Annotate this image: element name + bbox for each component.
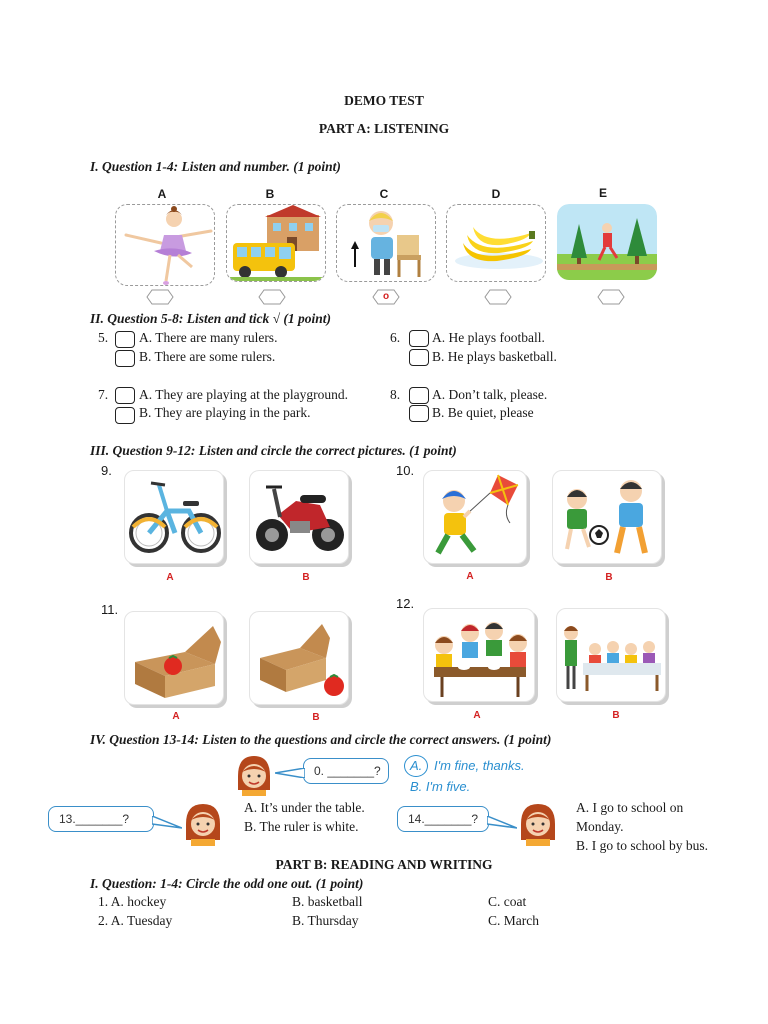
- option-7b: B. They are playing in the park.: [139, 405, 311, 420]
- example-bubble-tail: [275, 768, 305, 778]
- q12-label-b: B: [612, 710, 620, 721]
- option-8b: B. Be quiet, please: [432, 405, 534, 420]
- q13-option-a[interactable]: A. It’s under the table.: [244, 800, 365, 815]
- tick-box-5a[interactable]: [115, 331, 135, 348]
- part-b-section-1-heading: I. Question: 1-4: Circle the odd one out. (1 point): [90, 876, 364, 891]
- q12-option-a-children-at-table[interactable]: [423, 608, 535, 702]
- girl-avatar-example: [234, 754, 274, 796]
- q13-bubble-text: 13._______?: [59, 812, 130, 826]
- q11-option-a-tomato-in-box[interactable]: [124, 611, 224, 705]
- answer-box-c-example: [372, 289, 400, 305]
- example-answer-mark: o: [382, 291, 390, 302]
- q12-option-b-family-dinner[interactable]: [556, 608, 666, 702]
- tick-box-7a[interactable]: [115, 387, 135, 404]
- tick-box-8a[interactable]: [409, 387, 429, 404]
- tick-box-6b[interactable]: [409, 349, 429, 366]
- q9-option-b-motorbike[interactable]: [249, 470, 349, 564]
- picture-card-d-bananas: [446, 204, 546, 282]
- picture-card-a-ballerina: [115, 204, 215, 286]
- answer-box-a[interactable]: [146, 289, 174, 305]
- tick-box-7b[interactable]: [115, 407, 135, 424]
- picture-letter-b: B: [265, 187, 275, 201]
- picture-card-c-sick-girl: [336, 204, 436, 282]
- odd-one-out-2b[interactable]: B. Thursday: [292, 913, 359, 928]
- question-8-number: 8.: [390, 387, 401, 402]
- option-7a: A. They are playing at the playground.: [139, 387, 348, 402]
- answer-box-e[interactable]: [597, 289, 625, 305]
- section-3-heading: III. Question 9-12: Listen and circle the correct pictures. (1 point): [90, 443, 457, 458]
- q12-label-a: A: [473, 710, 481, 721]
- q10-option-a-flying-kite[interactable]: [423, 470, 527, 564]
- example-answer-b: B. I'm five.: [410, 779, 471, 794]
- odd-one-out-2c[interactable]: C. March: [488, 913, 539, 928]
- girl-avatar-q14: [517, 802, 559, 846]
- q14-option-b[interactable]: B. I go to school by bus.: [576, 838, 709, 853]
- option-8a: A. Don’t talk, please.: [432, 387, 548, 402]
- girl-avatar-q13: [182, 802, 224, 846]
- picture-letter-e: E: [598, 186, 607, 200]
- example-speech-bubble: [303, 758, 389, 784]
- q9-label-a: A: [166, 572, 174, 583]
- test-title: DEMO TEST: [344, 93, 424, 108]
- odd-one-out-2a[interactable]: 2. A. Tuesday: [98, 913, 173, 928]
- q11-label-b: B: [312, 712, 320, 723]
- question-11-number: 11.: [101, 602, 119, 617]
- section-2-heading: II. Question 5-8: Listen and tick √ (1 point): [90, 311, 332, 326]
- q14-speech-bubble: [397, 806, 489, 832]
- q11-option-b-tomato-next-to-box[interactable]: [249, 611, 349, 705]
- picture-card-e-running-girl: [557, 204, 657, 280]
- question-5-number: 5.: [98, 330, 109, 345]
- question-10-number: 10.: [396, 463, 415, 478]
- question-9-number: 9.: [101, 463, 112, 478]
- odd-one-out-1b[interactable]: B. basketball: [292, 894, 363, 909]
- q13-bubble-tail: [152, 816, 182, 830]
- answer-box-b[interactable]: [258, 289, 286, 305]
- part-a-title: PART A: LISTENING: [318, 121, 450, 136]
- q13-speech-bubble: [48, 806, 154, 832]
- tick-box-6a[interactable]: [409, 330, 429, 347]
- question-7-number: 7.: [98, 387, 109, 402]
- section-1-heading: I. Question 1-4: Listen and number. (1 point): [90, 159, 341, 174]
- picture-letter-c: C: [379, 187, 389, 201]
- picture-letter-d: D: [491, 187, 501, 201]
- part-b-title: PART B: READING AND WRITING: [275, 857, 493, 872]
- example-answer-a-text: I'm fine, thanks.: [434, 758, 525, 773]
- q14-option-a-line2[interactable]: Monday.: [576, 819, 624, 834]
- odd-one-out-1a[interactable]: 1. A. hockey: [98, 894, 167, 909]
- q13-option-b[interactable]: B. The ruler is white.: [244, 819, 359, 834]
- answer-box-d[interactable]: [484, 289, 512, 305]
- q9-option-a-bicycle[interactable]: [124, 470, 224, 564]
- q14-bubble-text: 14._______?: [408, 812, 479, 826]
- picture-card-b-school-bus: [226, 204, 326, 282]
- tick-box-8b[interactable]: [409, 405, 429, 422]
- q10-label-b: B: [605, 572, 613, 583]
- option-5b: B. There are some rulers.: [139, 349, 276, 364]
- tick-box-5b[interactable]: [115, 350, 135, 367]
- option-6b: B. He plays basketball.: [432, 349, 557, 364]
- section-4-heading: IV. Question 13-14: Listen to the questions and circle the correct answers. (1 point): [90, 732, 552, 747]
- q14-option-a-line1[interactable]: A. I go to school on: [576, 800, 684, 815]
- q14-bubble-tail: [487, 816, 517, 830]
- example-bubble-text: 0. _______?: [314, 764, 381, 778]
- odd-one-out-1c[interactable]: C. coat: [488, 894, 527, 909]
- option-6a: A. He plays football.: [432, 330, 545, 345]
- question-12-number: 12.: [396, 596, 415, 611]
- q11-label-a: A: [172, 711, 180, 722]
- question-6-number: 6.: [390, 330, 401, 345]
- picture-letter-a: A: [157, 187, 167, 201]
- q10-option-b-playing-football[interactable]: [552, 470, 662, 564]
- option-5a: A. There are many rulers.: [139, 330, 278, 345]
- ballerina-illustration: [126, 206, 211, 285]
- q10-label-a: A: [466, 571, 474, 582]
- q9-label-b: B: [302, 572, 310, 583]
- example-answer-a-letter: A.: [410, 758, 423, 773]
